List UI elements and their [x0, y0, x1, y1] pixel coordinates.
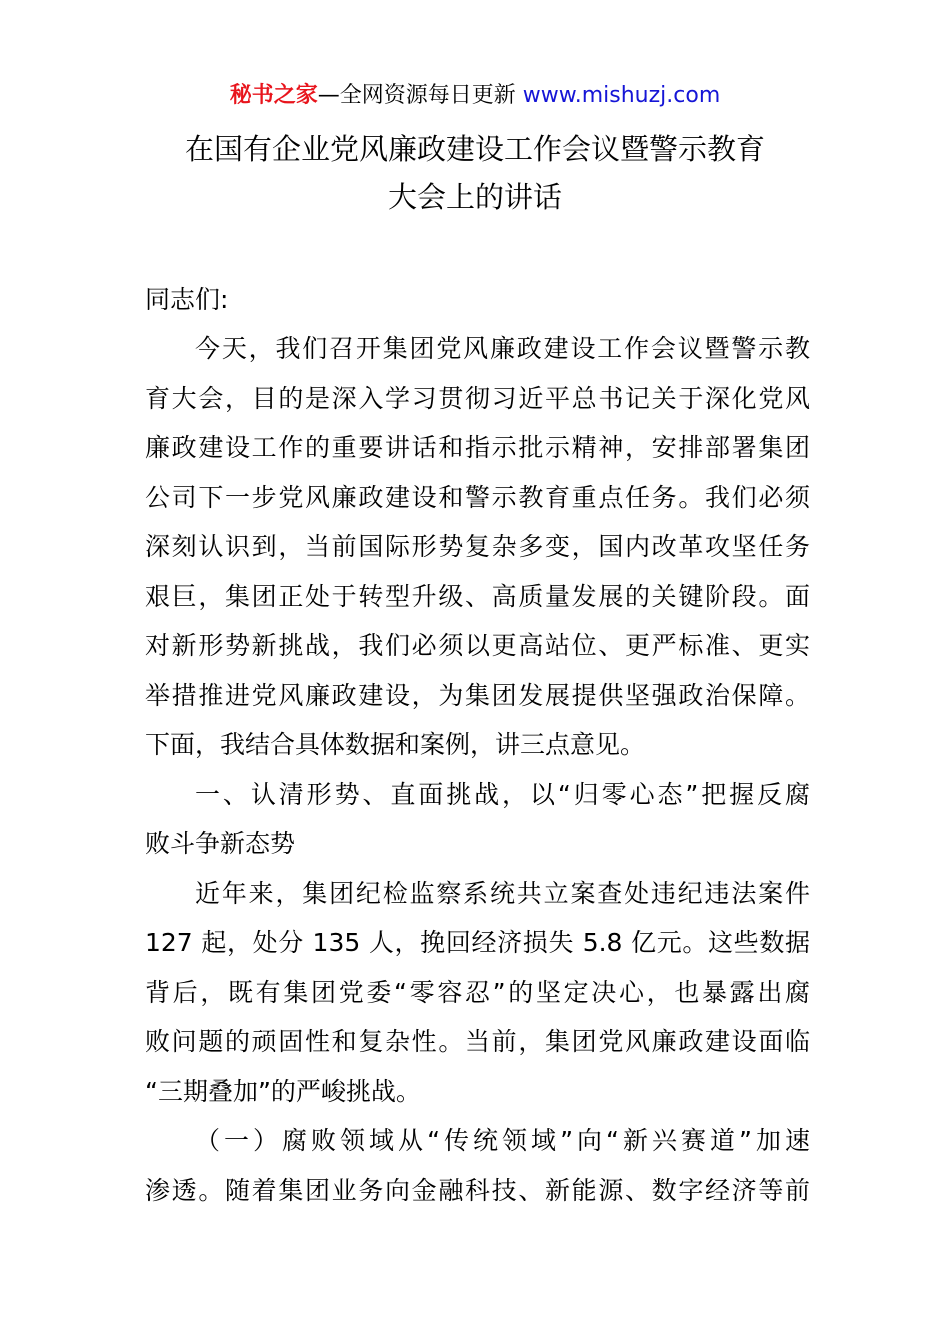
- section-heading-line: 败斗争新态势: [145, 829, 296, 858]
- paragraph-line: 公司下一步党风廉政建设和警示教育重点任务。我们必须: [145, 482, 810, 512]
- salutation: 同志们:: [145, 285, 229, 314]
- paragraph-line: 对新形势新挑战，我们必须以更高站位、更严标准、更实: [145, 631, 810, 660]
- paragraph-line: 深刻认识到，当前国际形势复杂多变，国内改革攻坚任务: [145, 532, 810, 561]
- paragraph-line: 下面，我结合具体数据和案例，讲三点意见。: [145, 730, 646, 759]
- paragraph-line: 近年来，集团纪检监察系统共立案查处违纪违法案件: [195, 878, 810, 908]
- site-tagline: —全网资源每日更新: [317, 83, 523, 108]
- document-title: [140, 125, 810, 221]
- paragraph-line: 廉政建设工作的重要讲话和指示批示精神，安排部署集团: [145, 433, 810, 462]
- paragraph-line: 育大会，目的是深入学习贯彻习近平总书记关于深化党风: [145, 383, 810, 413]
- title-line-1: 在国有企业党风廉政建设工作会议暨警示教育: [184, 132, 765, 166]
- paragraph-line: 背后，既有集团党委“零容忍”的坚定决心，也暴露出腐: [145, 977, 810, 1007]
- paragraph-line: 今天，我们召开集团党风廉政建设工作会议暨警示教: [195, 334, 810, 363]
- site-url-link[interactable]: www.mishuzj.com: [522, 83, 721, 108]
- speech-body: [145, 324, 810, 1215]
- paragraph-line: 127 起，处分 135 人，挽回经济损失 5.8 亿元。这些数据: [145, 928, 810, 957]
- paragraph-line: “三期叠加”的严峻挑战。: [145, 1076, 421, 1106]
- section-heading-line: 一、认清形势、直面挑战，以“归零心态”把握反腐: [195, 779, 810, 809]
- paragraph-line: 败问题的顽固性和复杂性。当前，集团党风廉政建设面临: [145, 1027, 810, 1056]
- salutation-block: [145, 275, 810, 325]
- site-header: [0, 80, 950, 112]
- paragraph-line: （一）腐败领域从“传统领域”向“新兴赛道”加速: [195, 1126, 810, 1155]
- title-line-2: 大会上的讲话: [387, 180, 562, 214]
- paragraph-line: 艰巨，集团正处于转型升级、高质量发展的关键阶段。面: [145, 581, 810, 611]
- brand-name: 秘书之家: [229, 83, 318, 108]
- paragraph-line: 渗透。随着集团业务向金融科技、新能源、数字经济等前: [145, 1175, 810, 1205]
- paragraph-line: 举措推进党风廉政建设，为集团发展提供坚强政治保障。: [145, 680, 810, 710]
